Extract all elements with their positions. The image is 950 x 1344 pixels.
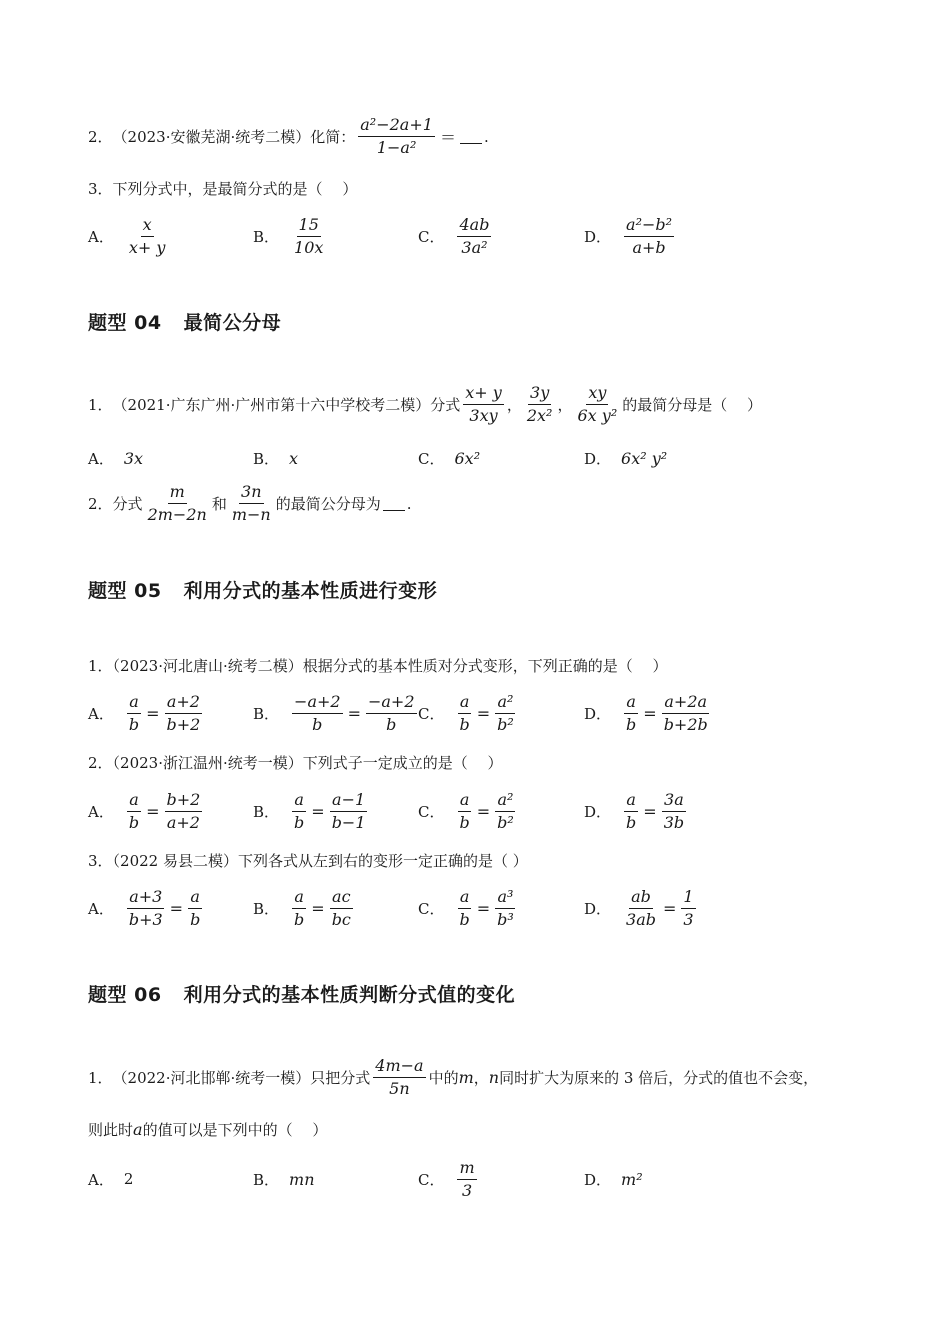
fraction <box>457 215 491 258</box>
question-text: 则此时 <box>88 1121 134 1139</box>
denominator: b <box>459 909 470 929</box>
denominator: b <box>386 714 397 734</box>
denominator: m−n <box>231 505 271 524</box>
numerator: ac <box>330 887 353 909</box>
numerator: a² <box>495 692 515 714</box>
question-number: 1． <box>88 396 113 414</box>
option-expression: 6x² <box>454 448 481 468</box>
left-fraction <box>457 790 471 833</box>
left-fraction <box>457 692 471 735</box>
denominator: 2x² <box>526 406 553 425</box>
numerator: a <box>127 790 141 812</box>
fraction-2 <box>230 482 273 525</box>
question-number: 2． <box>88 495 113 513</box>
s06-question-1-line2 <box>88 1119 327 1140</box>
option-a[interactable] <box>88 1155 133 1203</box>
right-fraction <box>495 887 516 930</box>
question-3-options <box>88 212 868 260</box>
s05-question-2-text: 2．（2023·浙江温州·统考一模）下列式子一定成立的是（ ） <box>88 754 503 772</box>
option-label: A． <box>88 449 114 468</box>
numerator: 3n <box>239 482 263 504</box>
denominator: 3xy <box>469 406 498 425</box>
right-fraction <box>165 790 203 833</box>
question-number: 2． <box>88 128 113 146</box>
option-c[interactable] <box>418 434 480 482</box>
option-label: D． <box>584 449 612 468</box>
left-fraction <box>624 887 658 930</box>
right-fraction <box>495 790 516 833</box>
numerator: b+2 <box>165 790 203 812</box>
section-code: 题型 06 <box>88 984 162 1006</box>
numerator: a <box>292 887 306 909</box>
option-label: A． <box>88 704 114 723</box>
option-label: C． <box>418 704 445 723</box>
left-fraction <box>624 692 638 735</box>
numerator: a+3 <box>127 887 164 909</box>
option-label: B． <box>253 802 280 821</box>
numerator: m <box>168 482 187 504</box>
numerator: a <box>458 692 472 714</box>
separator: ， <box>557 396 573 414</box>
option-expression: 3x <box>123 448 144 468</box>
left-fraction <box>127 790 141 833</box>
option-a[interactable]: A． $\frac{a}{b}$ = $\frac{a+2}{b+2}$ <box>88 691 201 734</box>
option-d[interactable] <box>584 1155 643 1203</box>
option-b[interactable] <box>253 212 328 260</box>
option-expression: mn <box>289 1169 315 1189</box>
numerator: a³ <box>495 887 515 909</box>
s05-question-3-options <box>88 884 868 932</box>
denominator: b <box>294 909 305 929</box>
s04-question-2 <box>88 482 412 525</box>
denominator: b <box>459 812 470 832</box>
option-label: A． <box>88 1170 114 1189</box>
option-expression: 6x² y² <box>621 448 668 468</box>
period: . <box>483 127 489 146</box>
option-expression: 2 <box>123 1170 134 1188</box>
denominator: 3 <box>683 909 694 929</box>
numerator: 1 <box>681 887 695 909</box>
denominator: b+2b <box>663 714 708 734</box>
question-tail: 的最简公分母为 <box>275 495 381 513</box>
left-fraction <box>127 692 141 735</box>
numerator: a+2a <box>662 692 709 714</box>
denominator: b+3 <box>128 909 163 929</box>
option-a[interactable]: A． $\frac{a}{b}$ = $\frac{b+2}{a+2}$ <box>88 789 201 832</box>
option-c[interactable]: C． $\frac{a}{b}$ = $\frac{\text{a³}}{\text{b³}}$ <box>418 886 514 929</box>
equals-sign: ＝ <box>439 128 456 147</box>
option-label: C． <box>418 227 445 246</box>
separator: ， <box>473 1069 489 1087</box>
numerator: a²−b² <box>624 215 674 237</box>
question-tail: 的值可以是下列中的（ ） <box>142 1121 328 1139</box>
denominator: b <box>190 909 201 929</box>
numerator: 3a <box>662 790 686 812</box>
section-heading-05 <box>88 576 437 603</box>
section-heading-06 <box>88 980 515 1007</box>
fraction <box>127 215 168 258</box>
option-label: C． <box>418 802 445 821</box>
s06-question-1 <box>88 1056 818 1099</box>
denominator: b <box>294 812 305 832</box>
denominator: a+2 <box>166 812 200 832</box>
denominator: b² <box>497 812 514 832</box>
numerator: xy <box>586 383 608 405</box>
option-a[interactable]: A． $\frac{a+3}{b+3}$ = $\frac{a}{b}$ <box>88 886 201 929</box>
denominator: b+2 <box>166 714 201 734</box>
numerator: a² <box>495 790 515 812</box>
option-a[interactable] <box>88 212 170 260</box>
s05-question-1-text: 1．（2023·河北唐山·统考二模）根据分式的基本性质对分式变形，下列正确的是（ ） <box>88 657 668 675</box>
denominator: 1−a² <box>376 138 417 157</box>
denominator: b <box>128 812 140 832</box>
numerator: 15 <box>297 215 321 237</box>
separator: ， <box>506 396 522 414</box>
option-c[interactable]: C． $\frac{a}{b}$ = $\frac{\text{a²}}{\text{b²}}$ <box>418 691 514 734</box>
numerator: a+2 <box>165 692 202 714</box>
numerator: ab <box>629 887 653 909</box>
section-heading-04 <box>88 308 281 335</box>
right-fraction <box>330 790 368 833</box>
fraction <box>624 215 674 258</box>
numerator: a <box>458 887 472 909</box>
left-fraction <box>292 790 306 833</box>
denominator: a+b <box>632 237 666 257</box>
numerator: a <box>188 887 202 909</box>
question-tail: 同时扩大为原来的 3 倍后，分式的值也不会变， <box>499 1069 819 1087</box>
section-title: 利用分式的基本性质进行变形 <box>183 580 438 602</box>
numerator: 4ab <box>457 215 491 237</box>
left-fraction <box>457 887 471 930</box>
connector-text: 中的 <box>428 1069 459 1087</box>
right-fraction <box>495 692 516 735</box>
numerator: −a+2 <box>366 692 417 714</box>
denominator: b <box>312 714 323 734</box>
option-label: C． <box>418 1170 445 1189</box>
left-fraction <box>624 790 638 833</box>
numerator: a <box>624 692 638 714</box>
numerator: 4m−a <box>373 1056 425 1078</box>
answer-blank[interactable] <box>383 496 405 511</box>
question-text: （2022·河北邯郸·统考一模）只把分式 <box>112 1069 371 1087</box>
option-d[interactable] <box>584 434 667 482</box>
option-label: D． <box>584 1170 612 1189</box>
variable-n: n <box>488 1068 500 1087</box>
option-label: B． <box>253 449 280 468</box>
numerator: a <box>292 790 306 812</box>
option-label: B． <box>253 1170 280 1189</box>
numerator: a <box>127 692 141 714</box>
denominator: b³ <box>497 909 514 929</box>
option-d[interactable]: D． $\frac{ab}{3ab}$ = $\frac{1}{3}$ <box>584 886 694 929</box>
right-fraction <box>662 692 710 735</box>
section-code: 题型 05 <box>88 580 162 602</box>
denominator: b <box>459 714 470 734</box>
fraction-1 <box>463 383 504 426</box>
option-label: D． <box>584 704 612 723</box>
fraction <box>457 1158 476 1201</box>
denominator: x+ y <box>128 237 166 257</box>
option-d[interactable]: D． $\frac{a}{b}$ = $\frac{3a}{3b}$ <box>584 789 685 832</box>
question-text: （2023·安徽芜湖·统考二模）化简： <box>112 128 356 146</box>
s05-question-2-options <box>88 787 868 835</box>
section-code: 题型 04 <box>88 312 162 334</box>
denominator: 3ab <box>626 909 656 929</box>
question-tail: 的最简分母是（ ） <box>622 396 763 414</box>
option-c[interactable]: C． $\frac{a}{b}$ = $\frac{\text{a²}}{\text{b²}}$ <box>418 789 514 832</box>
question-text: 分式 <box>112 495 143 513</box>
fraction <box>358 115 435 158</box>
option-d[interactable]: D． $\frac{a}{b}$ = $\frac{a+2a}{b+2b}$ <box>584 691 708 734</box>
right-fraction <box>681 887 695 930</box>
fraction <box>292 215 325 258</box>
numerator: a <box>624 790 638 812</box>
option-label: A． <box>88 227 114 246</box>
denominator: b <box>626 812 637 832</box>
option-c[interactable] <box>418 1155 480 1203</box>
option-b[interactable]: B． $\frac{a}{b}$ = $\frac{ac}{bc}$ <box>253 886 351 929</box>
section-title: 利用分式的基本性质判断分式值的变化 <box>183 984 516 1006</box>
numerator: −a+2 <box>292 692 343 714</box>
option-label: A． <box>88 899 114 918</box>
option-label: D． <box>584 802 612 821</box>
variable-m: m <box>458 1068 474 1087</box>
option-label: D． <box>584 227 612 246</box>
period: . <box>406 494 412 513</box>
s05-question-1-options <box>88 689 868 737</box>
option-label: C． <box>418 449 445 468</box>
numerator: a <box>458 790 472 812</box>
denominator: 3a² <box>461 237 488 257</box>
left-fraction <box>292 692 343 735</box>
question-text: （2021·广东广州·广州市第十六中学校考二模）分式 <box>112 396 461 414</box>
option-label: B． <box>253 899 280 918</box>
option-d[interactable] <box>584 212 677 260</box>
option-a[interactable] <box>88 434 143 482</box>
denominator: 10x <box>294 237 324 257</box>
denominator: 3 <box>461 1180 473 1200</box>
numerator: x <box>141 215 154 237</box>
fraction-2 <box>525 383 555 426</box>
variable-a: a <box>133 1120 143 1139</box>
numerator: a²−2a+1 <box>358 115 435 137</box>
denominator: b−1 <box>331 812 366 832</box>
fraction-1 <box>146 482 209 525</box>
connector-text: 和 <box>211 495 227 513</box>
fraction <box>373 1056 425 1099</box>
left-fraction <box>292 887 306 930</box>
right-fraction <box>662 790 686 833</box>
s05-question-3-text: 3．（2022 易县二模）下列各式从左到右的变形一定正确的是（ ） <box>88 852 528 870</box>
option-label: C． <box>418 899 445 918</box>
numerator: a−1 <box>330 790 367 812</box>
option-label: D． <box>584 899 612 918</box>
option-b[interactable]: B． $\frac{-a+2}{b}$ = $\frac{-a+2}{b}$ <box>253 691 415 734</box>
option-c[interactable] <box>418 212 494 260</box>
right-fraction <box>188 887 202 930</box>
denominator: b <box>128 714 140 734</box>
denominator: 5n <box>389 1079 410 1098</box>
option-label: B． <box>253 704 280 723</box>
denominator: 6x y² <box>577 406 618 425</box>
right-fraction <box>165 692 203 735</box>
section-title: 最简公分母 <box>183 312 282 334</box>
denominator: b² <box>497 714 514 734</box>
right-fraction <box>366 692 417 735</box>
fraction-3 <box>575 383 619 426</box>
option-b[interactable] <box>253 1155 315 1203</box>
numerator: x+ y <box>463 383 504 405</box>
question-number: 1． <box>88 1069 113 1087</box>
denominator: b <box>626 714 637 734</box>
question-2-simplify <box>88 115 489 158</box>
numerator: 3y <box>528 383 551 405</box>
right-fraction <box>330 887 353 930</box>
s06-question-1-options <box>88 1155 868 1203</box>
s04-question-1-options <box>88 434 868 482</box>
denominator: bc <box>331 909 351 929</box>
option-expression: x <box>289 448 299 468</box>
option-b[interactable]: B． $\frac{a}{b}$ = $\frac{a-1}{b-1}$ <box>253 789 366 832</box>
numerator: m <box>457 1158 476 1180</box>
option-expression: m² <box>621 1169 643 1189</box>
option-label: A． <box>88 802 114 821</box>
left-fraction <box>127 887 165 930</box>
option-b[interactable] <box>253 434 298 482</box>
answer-blank[interactable] <box>460 129 482 144</box>
option-label: B． <box>253 227 280 246</box>
denominator: 3b <box>663 812 685 832</box>
s04-question-1 <box>88 383 762 426</box>
denominator: 2m−2n <box>147 505 207 524</box>
question-3-text: 3．下列分式中，是最简分式的是（ ） <box>88 180 358 198</box>
